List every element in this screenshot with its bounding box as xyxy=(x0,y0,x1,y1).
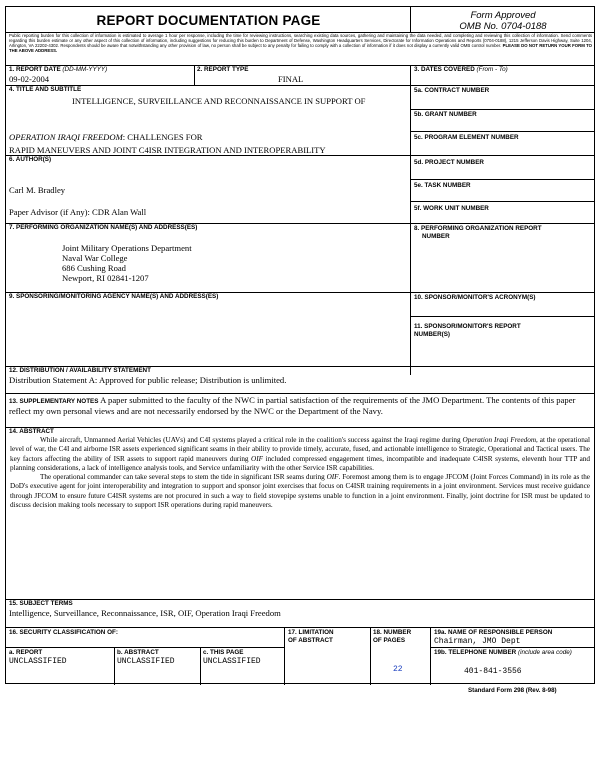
form-approval-block xyxy=(411,11,595,32)
contract-number-label: 5a. CONTRACT NUMBER xyxy=(414,87,490,94)
program-element-label: 5c. PROGRAM ELEMENT NUMBER xyxy=(414,134,519,141)
sponsoring-agency-label: 9. SPONSORING/MONITORING AGENCY NAME(S) AND ADDRESS(ES) xyxy=(9,293,219,300)
row-rule-7 xyxy=(6,393,594,394)
performing-report-label: 8. PERFORMING ORGANIZATION REPORT NUMBER xyxy=(414,225,542,240)
performing-org-line-3[interactable]: 686 Cushing Road xyxy=(62,263,126,273)
col-divider-19 xyxy=(430,627,431,685)
project-number-label: 5d. PROJECT NUMBER xyxy=(414,159,484,166)
report-documentation-form xyxy=(5,6,595,684)
header-divider xyxy=(410,7,411,32)
title-line-3[interactable]: RAPID MANEUVERS AND JOINT C4ISR INTEGRATION AND INTEROPERABILITY xyxy=(9,145,326,155)
col-divider-17 xyxy=(284,627,285,685)
telephone-value[interactable]: 401-841-3556 xyxy=(464,667,522,676)
abstract-paragraph-1: While aircraft, Unmanned Aerial Vehicles (UAVs) and C4I systems played a critical role in the coalition's success against the Iraqi regime during Operation Iraqi Freedom, at the operational level of war, the C4I and airborne ISR assets experienced significant seams in their ability to provide timely, accurate, fused, and actionable intelligence to Strategic, Operational and Tactical users. The key factors affecting the ability of ISR assets to support rapid maneuvers during OIF included compressed engagement times, incompatible and inadequate C4ISR systems, eleventh hour TTP and planning considerations, a lack of intelligence analysis tools, and Service unfamiliarity with the other Service ISR capabilities. xyxy=(10,436,591,472)
authors-label: 6. AUTHOR(S) xyxy=(9,156,52,163)
work-unit-label: 5f. WORK UNIT NUMBER xyxy=(414,205,489,212)
form-title: REPORT DOCUMENTATION PAGE xyxy=(96,13,321,28)
performing-org-line-4[interactable]: Newport, RI 02841-1207 xyxy=(62,273,149,283)
title-line-1[interactable]: INTELLIGENCE, SURVEILLANCE AND RECONNAISSANCE IN SUPPORT OF xyxy=(72,96,366,106)
col-divider-16c xyxy=(200,647,201,685)
task-number-label: 5e. TASK NUMBER xyxy=(414,182,471,189)
abstract-body[interactable] xyxy=(10,436,590,510)
number-pages-value[interactable]: 22 xyxy=(393,665,403,674)
subject-terms-label: 15. SUBJECT TERMS xyxy=(9,600,73,607)
abstract-label: 14. ABSTRACT xyxy=(9,428,54,435)
title-line-2[interactable]: OPERATION IRAQI FREEDOM: CHALLENGES FOR xyxy=(9,132,203,142)
distribution-label: 12. DISTRIBUTION / AVAILABILITY STATEMENT xyxy=(9,367,151,374)
grant-number-label: 5b. GRANT NUMBER xyxy=(414,111,477,118)
subject-terms-value[interactable]: Intelligence, Surveillance, Reconnaissance, ISR, OIF, Operation Iraqi Freedom xyxy=(9,608,281,618)
row-rule-2 xyxy=(6,85,594,86)
supplementary-notes[interactable] xyxy=(9,395,589,416)
burden-statement xyxy=(9,33,592,53)
performing-org-label: 7. PERFORMING ORGANIZATION NAME(S) AND ADDRESS(ES) xyxy=(9,224,198,231)
col-divider-1 xyxy=(194,65,195,85)
sponsor-acronym-rule xyxy=(410,316,594,317)
paper-advisor[interactable]: Paper Advisor (if Any): CDR Alan Wall xyxy=(9,207,147,217)
col-divider-16b xyxy=(114,647,115,685)
row-rule-9 xyxy=(6,599,594,600)
omb-number: OMB No. 0704-0188 xyxy=(459,20,547,32)
abstract-paragraph-2: The operational commander can take several steps to stem the tide in significant ISR seams during OIF. Foremost among them is to engage JFCOM (Joint Forces Command) in its role as the DoD's executive agent for joint interoperability and integration to support and sponsor joint exercises that focus on C4ISR training requirements in a joint environment. Services must receive guidance through JFCOM to ensure future C4ISR systems are not procured in such a way to field stovepipe systems unable to function in a joint environment. Finally, joint doctrine for ISR must be updated to discuss decision making tools necessary to support ISR operations during rapid maneuvers. xyxy=(10,473,590,510)
number-pages-label: 18. NUMBER OF PAGES xyxy=(373,629,412,644)
performing-org-line-2[interactable]: Naval War College xyxy=(62,253,128,263)
security-classification-label: 16. SECURITY CLASSIFICATION OF: xyxy=(9,629,118,636)
burden-text: Public reporting burden for this collection of information is estimated to average 1 hour per response, including the time for reviewing instructions, searching existing data sources, gathering and maintaining the data needed, and completing and reviewing this collection of information. Send comments regarding this burden estimate or any other aspect of this collection of information, including suggestions for reducing this burden to Department of Defense, Washington Headquarters Services, Directorate for Information Operations and Reports (0704-0188), 1215 Jefferson Davis Highway, Suite 1204, Arlington, VA 22202-4302. Respondents should be aware that notwithstanding any other provision of law, no person shall be subject to any penalty for failing to comply with a collection of information if it does not display a currently valid OMB control number. xyxy=(9,33,592,49)
responsible-person-label: 19a. NAME OF RESPONSIBLE PERSON xyxy=(434,629,553,636)
responsible-rule xyxy=(430,647,594,648)
report-classification-value[interactable]: UNCLASSIFIED xyxy=(9,657,67,666)
author-name[interactable]: Carl M. Bradley xyxy=(9,185,66,195)
report-date-value[interactable]: 09-02-2004 xyxy=(9,74,50,84)
performing-org-line-1[interactable]: Joint Military Operations Department xyxy=(62,243,192,253)
security-rule xyxy=(6,647,284,648)
supplementary-value: A paper submitted to the faculty of the NWC in partial satisfaction of the requirements of the JMO Department. The contents of this paper reflect my own personal views and are not necessarily endorsed by the NWC or the Department of the Navy. xyxy=(9,395,576,416)
limitation-label: 17. LIMITATION OF ABSTRACT xyxy=(288,629,334,644)
col-divider-18 xyxy=(370,627,371,685)
supplementary-label: 13. SUPPLEMENTARY NOTES xyxy=(9,398,99,405)
telephone-label: 19b. TELEPHONE NUMBER (include area code) xyxy=(434,649,572,656)
page-classification-label: c. THIS PAGE xyxy=(203,649,244,656)
dates-covered-label: 3. DATES COVERED (From - To) xyxy=(414,66,508,73)
grant-rule xyxy=(410,131,594,132)
title-subtitle-label: 4. TITLE AND SUBTITLE xyxy=(9,86,82,93)
burden-emphasis: PLEASE DO NOT RETURN YOUR FORM TO THE ABOVE ADDRESS. xyxy=(9,43,593,54)
standard-form-label: Standard Form 298 (Rev. 8-98) xyxy=(468,687,557,694)
row-rule-10 xyxy=(6,627,594,628)
form-approved-label: Form Approved xyxy=(470,10,536,21)
row-rule-8 xyxy=(6,427,594,428)
abstract-classification-label: b. ABSTRACT xyxy=(117,649,159,656)
contract-rule xyxy=(410,109,594,110)
report-classification-label: a. REPORT xyxy=(9,649,43,656)
sponsor-acronym-label: 10. SPONSOR/MONITOR'S ACRONYM(S) xyxy=(414,294,536,301)
report-date-label: 1. REPORT DATE (DD-MM-YYYY) xyxy=(9,66,108,73)
right-column-divider xyxy=(410,65,411,375)
abstract-classification-value[interactable]: UNCLASSIFIED xyxy=(117,657,175,666)
row-rule-3 xyxy=(6,155,594,156)
responsible-person-value[interactable]: Chairman, JMO Dept xyxy=(434,637,521,646)
sponsor-report-label: 11. SPONSOR/MONITOR'S REPORT NUMBER(S) xyxy=(414,323,521,338)
distribution-value[interactable]: Distribution Statement A: Approved for public release; Distribution is unlimited. xyxy=(9,375,287,385)
report-type-label: 2. REPORT TYPE xyxy=(197,66,249,73)
project-rule xyxy=(410,179,594,180)
page-classification-value[interactable]: UNCLASSIFIED xyxy=(203,657,261,666)
task-rule xyxy=(410,201,594,202)
report-type-value[interactable]: FINAL xyxy=(278,74,304,84)
